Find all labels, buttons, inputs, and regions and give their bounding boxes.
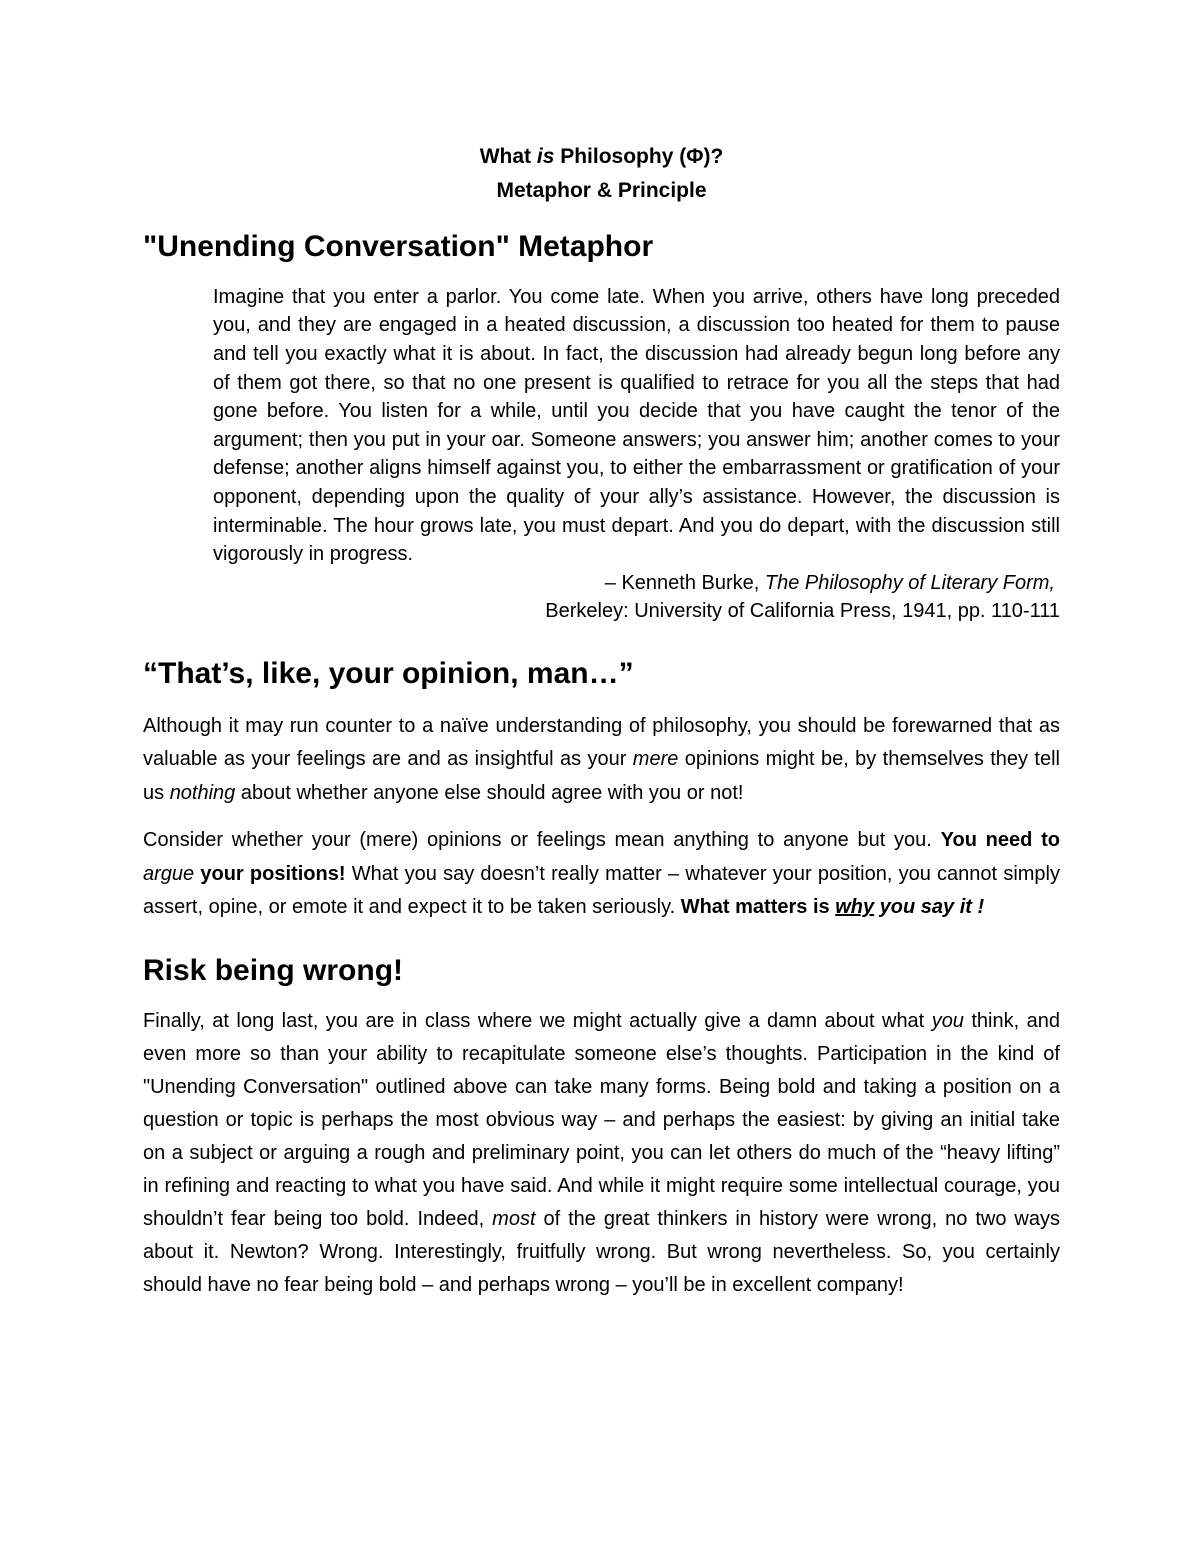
document-title — [143, 140, 1060, 208]
burke-quote: Imagine that you enter a parlor. You come late. When you arrive, others have long preceded you, and they are engaged in a heated discussion, a discussion too heated for them to pause and tell you exactly what it is about. In fact, the discussion had already begun long before any of them got there, so that no one present is qualified to retrace for you all the steps that had gone before. You listen for a while, until you decide that you have caught the tenor of the argument; then you put in your oar. Someone answers; you answer him; another comes to your defense; another aligns himself against you, to either the embarrassment or gratification of your opponent, depending upon the quality of your ally’s assistance. However, the discussion is interminable. The hour grows late, you must depart. And you do depart, with the discussion still vigorously in progress. — [213, 285, 1060, 566]
section-heading-opinion: “That’s, like, your opinion, man…” — [143, 656, 634, 690]
section-heading-unending-conversation: "Unending Conversation" Metaphor — [143, 230, 654, 263]
document-page — [143, 140, 1060, 1302]
attribution-author-line: – Kenneth Burke, The Philosophy of Literary Form, — [604, 571, 1055, 594]
attribution-publisher-line: Berkeley: University of California Press, 1941, pp. 110-111 — [545, 600, 1060, 623]
section-heading-risk-being-wrong: Risk being wrong! — [143, 953, 404, 987]
title-line-1: What is Philosophy (Φ)? — [479, 145, 724, 168]
quote-attribution — [143, 569, 1060, 626]
risk-paragraph: Finally, at long last, you are in class where we might actually give a damn about what you think, and even more so than your ability to recapitulate someone else’s thoughts. Participation in the kind of "Unending Conversation" outlined above can take many forms. Being bold and taking a position on a question or topic is perhaps the most obvious way – and perhaps the easiest: by giving an initial take on a subject or arguing a rough and preliminary point, you can let others do much of the “heavy lifting” in refining and reacting to what you have said. And while it might require some intellectual courage, you shouldn’t fear being too bold. Indeed, most of the great thinkers in history were wrong, no two ways about it. Newton? Wrong. Interestingly, fruitfully wrong. But wrong nevertheless. So, you certainly should have no fear being bold – and perhaps wrong – you’ll be in excellent company! — [143, 1009, 1060, 1296]
opinion-paragraph-2: Consider whether your (mere) opinions or feelings mean anything to anyone but you. You need to argue your positions! What you say doesn’t really matter – whatever your position, you cannot simply assert, opine, or emote it and expect it to be taken seriously. What matters is why you say it ! — [143, 829, 1060, 919]
title-line-2: Metaphor & Principle — [496, 179, 707, 202]
opinion-paragraph-1: Although it may run counter to a naïve understanding of philosophy, you should be forewarned that as valuable as your feelings are and as insightful as your mere opinions might be, by themselves they tell us nothing about whether anyone else should agree with you or not! — [143, 714, 1060, 804]
